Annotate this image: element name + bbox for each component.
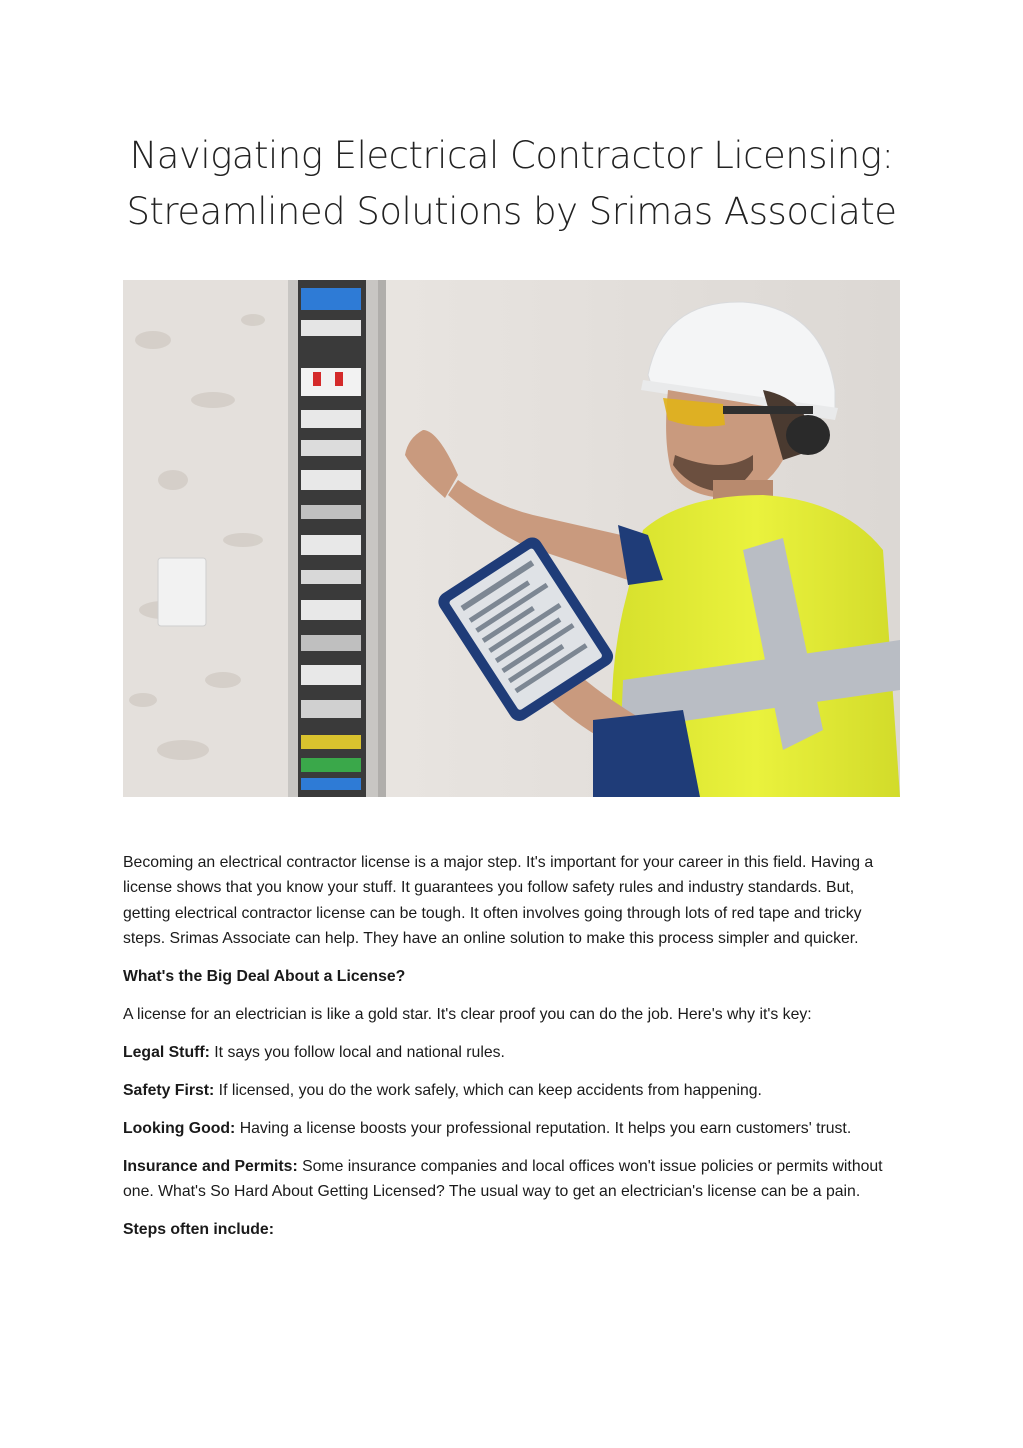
steps-heading: Steps often include: — [123, 1220, 274, 1238]
page-title — [0, 128, 1023, 240]
point-insurance: Insurance and Permits: Some insurance companies and local offices won't issue policies or permits without one. What's So Hard About Getting Licensed? The usual way to get an electrician's license can be a pain. — [123, 1157, 883, 1201]
electrician-inspecting-panel-image — [123, 280, 900, 797]
intro-paragraph: Becoming an electrical contractor license is a major step. It's important for your career in this field. Having a license shows that you know your stuff. It guarantees you follow safety rules and industry standards. But, getting electrical contractor license can be tough. It often involves going through lots of red tape and tricky steps. Srimas Associate can help. They have an online solution to make this process simpler and quicker. — [123, 854, 874, 948]
section-heading: What's the Big Deal About a License? — [123, 968, 406, 986]
article-body — [123, 850, 903, 1255]
title-line-2: Streamlined Solutions by Srimas Associate — [126, 190, 897, 233]
point-reputation: Looking Good: Having a license boosts your professional reputation. It helps you earn customers' trust. — [123, 1119, 852, 1137]
point-safety: Safety First: If licensed, you do the work safely, which can keep accidents from happening. — [123, 1081, 762, 1099]
point-legal: Legal Stuff: It says you follow local and national rules. — [123, 1043, 505, 1061]
title-line-1: Navigating Electrical Contractor Licensing: — [129, 134, 894, 177]
section-intro: A license for an electrician is like a gold star. It's clear proof you can do the job. Here's why it's key: — [123, 1006, 812, 1024]
